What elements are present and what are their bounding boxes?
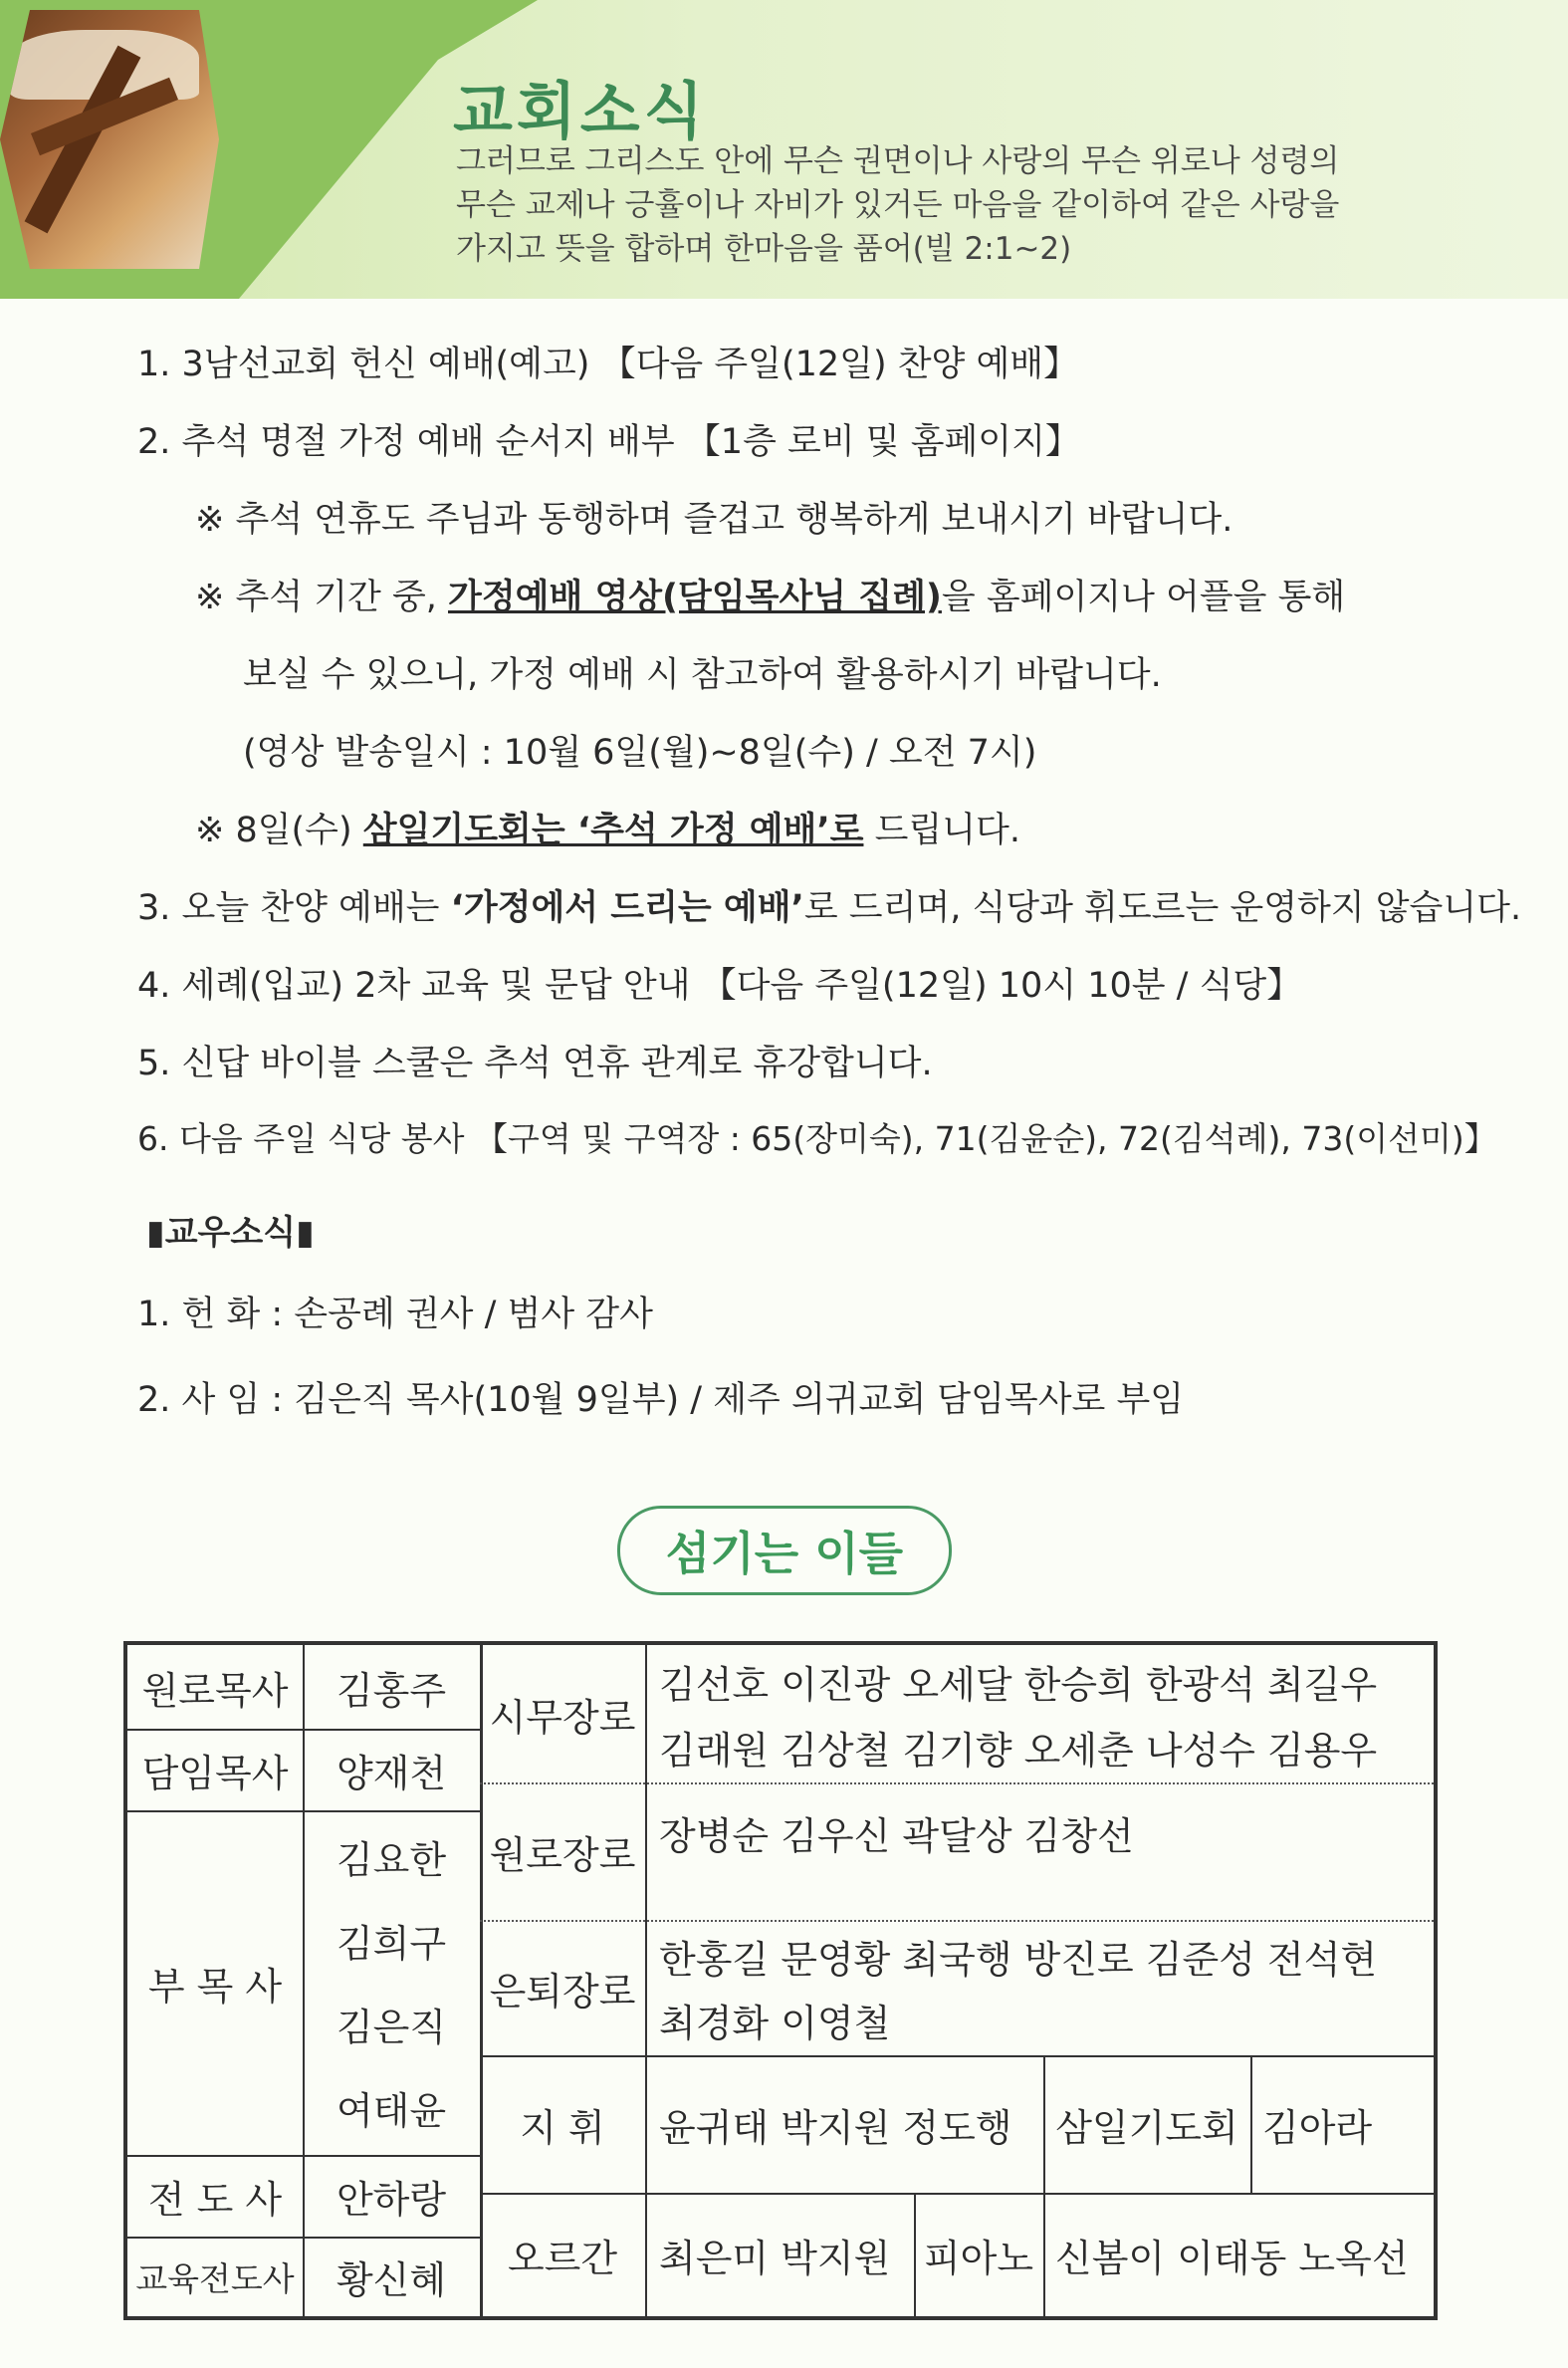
news-note-3 — [195, 803, 1020, 852]
emeritus-pastor-label: 원로목사 — [141, 1668, 289, 1713]
note-3-suffix: 드립니다. — [863, 811, 1020, 850]
senior-pastor-name: 양재천 — [336, 1751, 447, 1795]
evangelist-name: 안하랑 — [336, 2177, 447, 2222]
verse-line: 가지고 뜻을 합하며 한마음을 품어(빌 2:1~2) — [456, 231, 1072, 267]
edu-evangelist-name: 황신혜 — [336, 2257, 447, 2302]
cross-bible-image — [0, 10, 219, 269]
header-banner — [0, 0, 1568, 299]
emeritus-pastor-name: 김홍주 — [336, 1668, 447, 1713]
table-divider — [1250, 2055, 1252, 2193]
active-elders-label: 시무장로 — [489, 1695, 636, 1740]
organist-names: 최은미 박지원 — [659, 2236, 891, 2280]
note-3-highlight: 삼일기도회는 ‘추석 가정 예배’로 — [362, 811, 864, 850]
item-3-highlight: ‘가정에서 드리는 예배’ — [450, 888, 804, 928]
associate-pastor-label: 부 목 사 — [147, 1964, 283, 2009]
emeritus-elders-names: 장병순 김우신 곽달상 김창선 — [659, 1813, 1134, 1858]
emeritus-elders-label: 원로장로 — [489, 1832, 636, 1877]
news-item-6: 6. 다음 주일 식당 봉사 【구역 및 구역장 : 65(장미숙), 71(김윤순), 72(김석례), 73(이선미)】 — [137, 1119, 1497, 1158]
associate-pastor-name: 김요한 — [336, 1837, 447, 1882]
evangelist-label: 전 도 사 — [147, 2177, 283, 2222]
wednesday-prayer-name: 김아라 — [1262, 2105, 1373, 2150]
item-3-suffix: 로 드리며, 식당과 휘도르는 운영하지 않습니다. — [803, 888, 1522, 928]
serving-title: 섬기는 이들 — [617, 1506, 952, 1595]
active-elders-row-2: 김래원 김상철 김기향 오세춘 나성수 김용우 — [659, 1728, 1378, 1773]
note-3-prefix: ※ 8일(수) — [195, 811, 363, 850]
edu-evangelist-label: 교육전도사 — [135, 2258, 295, 2298]
wednesday-prayer-label: 삼일기도회 — [1055, 2105, 1238, 2150]
news-item-4: 4. 세례(입교) 2차 교육 및 문답 안내 【다음 주일(12일) 10시 10분 / 식당】 — [137, 966, 1302, 1006]
page-title: 교회소식 — [453, 75, 708, 147]
piano-label: 피아노 — [923, 2236, 1034, 2280]
staff-table — [123, 1641, 1438, 2320]
news-item-1: 1. 3남선교회 헌신 예배(예고) 【다음 주일(12일) 찬양 예배】 — [137, 345, 1079, 384]
item-3-prefix: 3. 오늘 찬양 예배는 — [137, 888, 451, 928]
note-2-suffix: 을 홈페이지나 어플을 통해 — [941, 578, 1346, 617]
pianist-names: 신봄이 이태동 노옥선 — [1055, 2236, 1409, 2280]
header-verse — [456, 139, 1412, 271]
members-news-item-2: 2. 사 임 : 김은직 목사(10월 9일부) / 제주 의귀교회 담임목사로 부임 — [137, 1380, 1185, 1420]
note-2-highlight: 가정예배 영상(담임목사님 집례) — [448, 578, 942, 617]
senior-pastor-label: 담임목사 — [141, 1751, 289, 1795]
news-note-2-schedule: (영상 발송일시 : 10월 6일(월)~8일(수) / 오전 7시) — [243, 733, 1037, 773]
news-note-2 — [195, 570, 1345, 619]
news-note-1: ※ 추석 연휴도 주님과 동행하며 즐겁고 행복하게 보내시기 바랍니다. — [195, 500, 1233, 540]
members-news-item-1: 1. 헌 화 : 손공례 권사 / 범사 감사 — [137, 1295, 653, 1334]
conductor-names: 윤귀태 박지원 정도행 — [659, 2105, 1012, 2150]
associate-pastor-name: 여태윤 — [336, 2088, 447, 2133]
verse-line: 무슨 교제나 긍휼이나 자비가 있거든 마음을 같이하여 같은 사랑을 — [456, 187, 1340, 223]
serving-title-badge — [617, 1506, 950, 1593]
table-divider — [645, 1645, 647, 2316]
conductor-label: 지 휘 — [520, 2105, 605, 2150]
retired-elders-row-2: 최경화 이영철 — [659, 2001, 891, 2045]
news-item-3 — [137, 880, 1521, 930]
retired-elders-row-1: 한홍길 문영황 최국행 방진로 김준성 전석현 — [659, 1937, 1378, 1982]
members-news-heading: ▮교우소식▮ — [146, 1213, 315, 1253]
note-2-prefix: ※ 추석 기간 중, — [195, 578, 449, 617]
active-elders-row-1: 김선호 이진광 오세달 한승희 한광석 최길우 — [659, 1662, 1378, 1707]
news-note-2-continued: 보실 수 있으니, 가정 예배 시 참고하여 활용하시기 바랍니다. — [243, 655, 1162, 695]
organ-label: 오르간 — [507, 2236, 618, 2280]
news-item-5: 5. 신답 바이블 스쿨은 추석 연휴 관계로 휴강합니다. — [137, 1044, 933, 1083]
associate-pastor-name: 김은직 — [336, 2005, 447, 2049]
verse-line: 그러므로 그리스도 안에 무슨 권면이나 사랑의 무슨 위로나 성령의 — [456, 143, 1340, 179]
retired-elders-label: 은퇴장로 — [489, 1969, 636, 2013]
associate-pastor-name: 김희구 — [336, 1921, 447, 1966]
news-item-2: 2. 추석 명절 가정 예배 순서지 배부 【1층 로비 및 홈페이지】 — [137, 422, 1080, 462]
